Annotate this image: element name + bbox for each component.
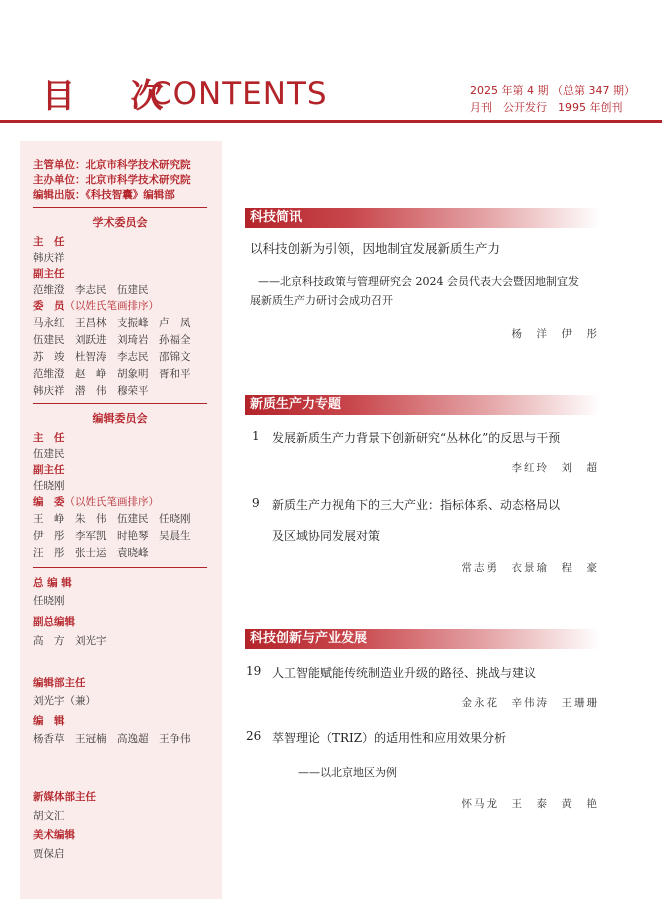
publication-frequency: 月刊 公开发行 1995 年创刊 [470,101,623,114]
divider [33,403,207,404]
ed-members-note: （以姓氏笔画排序） [64,496,159,508]
article-title[interactable]: 萃智理论（TRIZ）的适用性和应用效果分析 [272,731,507,745]
chief-editor-label: 总 编 辑 [33,577,72,589]
section-title: 科技简讯 [250,210,303,225]
header-rule [0,120,662,123]
dept-head-label: 编辑部主任 [33,677,86,689]
ed-members-label-text: 编 委 [33,496,65,508]
divider [33,207,207,208]
art-editor-names: 贾保启 [33,848,65,860]
page-title-en: CONTENTS [150,76,328,112]
members-line: 伍建民 刘跃进 刘琦岩 孙福全 [33,334,191,346]
ed-vice-chair-names: 任晓刚 [33,480,65,492]
article-title[interactable]: 新质生产力视角下的三大产业：指标体系、动态格局以 [272,498,561,512]
editors-names: 杨香草 王冠楠 高逸超 王争伟 [33,733,191,745]
members-line: 韩庆祥 潜 伟 穆荣平 [33,385,149,397]
article-subtitle: 展新质生产力研讨会成功召开 [250,294,393,307]
ed-chair-names: 伍建民 [33,448,65,460]
article-subtitle: ——以北京地区为例 [298,766,397,779]
members-line: 范维澄 赵 峥 胡象明 胥和平 [33,368,191,380]
editors-label: 编 辑 [33,715,65,727]
ed-vice-chair-label: 副主任 [33,464,65,476]
article-authors: 李红玲 刘 超 [511,462,599,474]
article-authors: 金永花 辛伟涛 王珊珊 [461,697,599,709]
chair-names: 韩庆祥 [33,252,65,264]
dept-head-names: 刘光宇（兼） [33,695,96,707]
page-number: 26 [246,729,262,743]
page-number: 19 [246,664,262,678]
ed-members-label [33,494,159,509]
chief-editor-names: 任晓刚 [33,595,65,607]
ed-members-line: 王 峥 朱 伟 伍建民 任晓刚 [33,513,191,525]
ed-chair-label: 主 任 [33,432,65,444]
article-authors: 常志勇 衣景瑜 程 豪 [461,562,599,574]
members-note: （以姓氏笔画排序） [64,300,159,312]
page-title-cn: 目 次 [42,76,186,115]
vice-chief-editor-label: 副总编辑 [33,616,75,628]
issue-number: 2025 年第 4 期 （总第 347 期） [470,84,635,97]
new-media-head-names: 胡文汇 [33,810,65,822]
section-title: 新质生产力专题 [250,397,342,412]
article-title[interactable]: 发展新质生产力背景下创新研究“丛林化”的反思与干预 [272,431,561,445]
new-media-head-label: 新媒体部主任 [33,791,96,803]
sponsor-1: 主管单位：北京市科学技术研究院 [33,159,191,171]
chair-label: 主 任 [33,236,65,248]
article-authors: 怀马龙 王 泰 黄 艳 [461,798,599,810]
article-title[interactable]: 以科技创新为引领，因地制宜发展新质生产力 [250,241,501,256]
members-label-text: 委 员 [33,300,65,312]
ed-members-line: 汪 彤 张士运 袁晓峰 [33,547,149,559]
sponsor-2: 主办单位：北京市科学技术研究院 [33,174,191,186]
art-editor-label: 美术编辑 [33,829,75,841]
editorial-committee-title: 编辑委员会 [92,412,148,425]
members-label [33,298,159,313]
article-subtitle: ——北京科技政策与管理研究会 2024 会员代表大会暨因地制宜发 [258,275,579,288]
article-title[interactable]: 人工智能赋能传统制造业升级的路径、挑战与建议 [272,666,537,680]
vice-chair-label: 副主任 [33,268,65,280]
divider [33,567,207,568]
section-title: 科技创新与产业发展 [250,631,368,646]
publisher: 编辑出版：《科技智囊》编辑部 [33,189,175,201]
article-authors: 杨 洋 伊 彤 [511,328,599,340]
members-line: 马永红 王昌林 支振峰 卢 凤 [33,317,191,329]
page-number: 9 [252,496,260,510]
academic-committee-title: 学术委员会 [92,216,148,229]
members-line: 苏 竣 杜智涛 李志民 邵锦文 [33,351,191,363]
ed-members-line: 伊 彤 李军凯 时艳琴 吴晨生 [33,530,191,542]
vice-chair-names: 范维澄 李志民 伍建民 [33,284,149,296]
article-title-line2[interactable]: 及区域协同发展对策 [272,529,381,543]
vice-chief-editor-names: 高 方 刘光宇 [33,635,107,647]
page-number: 1 [252,429,260,443]
